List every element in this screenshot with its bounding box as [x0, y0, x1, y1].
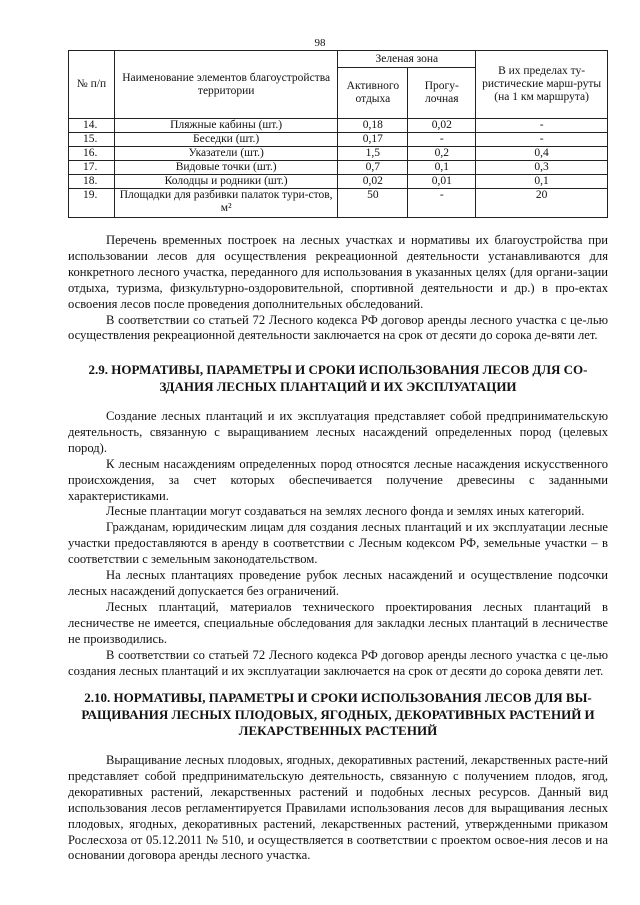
paragraph: Создание лесных плантаций и их эксплуатация представляет собой предпринимательскую деятельность, связанную с выращиванием лесных насаждений определенных пород (целевых пород).	[68, 409, 608, 455]
table-row	[69, 175, 608, 189]
row-num: 18.	[69, 175, 115, 189]
row-tourist: 0,3	[476, 161, 608, 175]
page-number: 98	[314, 37, 326, 49]
row-walking: 0,01	[408, 175, 476, 189]
row-tourist: -	[476, 119, 608, 133]
row-num: 17.	[69, 161, 115, 175]
row-num: 15.	[69, 133, 115, 147]
row-name: Колодцы и родники (шт.)	[114, 175, 337, 189]
row-active: 0,17	[338, 133, 408, 147]
header-tourist-routes: В их пределах ту-ристические марш-руты (на 1 км маршрута)	[476, 51, 608, 119]
header-green-zone: Зеленая зона	[338, 51, 476, 68]
row-tourist: 20	[476, 189, 608, 218]
row-name: Пляжные кабины (шт.)	[114, 119, 337, 133]
row-walking: -	[408, 133, 476, 147]
row-walking: 0,02	[408, 119, 476, 133]
row-num: 16.	[69, 147, 115, 161]
paragraph: Лесных плантаций, материалов технического проектирования лесных плантаций в лесничестве не имеется, специальные обследования для закладки лесных плантаций в лесничестве не производились.	[68, 599, 608, 646]
paragraph: Перечень временных построек на лесных участках и нормативы их благоустройства при использовании лесов для осуществления рекреационной деятельности устанавливаются для конкретного лесного участка, переданного для использования в указанных целях (для органи-зации отдыха, туризма, физкультурно-оздоровительной, спортивной деятельности и др.) в про-ектах освоения лесов после проведения дополнительных обследований.	[68, 233, 608, 311]
table-row	[69, 119, 608, 133]
table-row	[69, 189, 608, 218]
row-active: 0,02	[338, 175, 408, 189]
header-active-rest: Активного отдыха	[338, 68, 408, 119]
section-heading-2-10: 2.10. НОРМАТИВЫ, ПАРАМЕТРЫ И СРОКИ ИСПОЛЬЗОВАНИЯ ЛЕСОВ ДЛЯ ВЫ-РАЩИВАНИЯ ЛЕСНЫХ ПЛОДОВЫХ, ЯГОДНЫХ, ДЕКОРАТИВНЫХ РАСТЕНИЙ И ЛЕКАРСТВЕННЫХ РАСТЕНИЙ	[81, 690, 595, 738]
row-tourist: 0,1	[476, 175, 608, 189]
row-active: 0,18	[338, 119, 408, 133]
row-walking: 0,1	[408, 161, 476, 175]
row-active: 1,5	[338, 147, 408, 161]
row-num: 14.	[69, 119, 115, 133]
row-name: Беседки (шт.)	[114, 133, 337, 147]
row-name: Указатели (шт.)	[114, 147, 337, 161]
section-2-10-text	[68, 753, 608, 864]
section-2-9-text	[68, 409, 608, 679]
table-row	[69, 147, 608, 161]
row-walking: 0,2	[408, 147, 476, 161]
paragraph: К лесным насаждениям определенных пород относятся лесные насаждения искусственного происхождения, за счет которых обеспечивается получение древесины с заданными характеристиками.	[68, 456, 608, 503]
row-num: 19.	[69, 189, 115, 218]
row-active: 50	[338, 189, 408, 218]
row-name: Площадки для разбивки палаток тури-стов, м²	[114, 189, 337, 218]
paragraph: Лесные плантации могут создаваться на землях лесного фонда и землях иных категорий.	[106, 504, 585, 519]
row-active: 0,7	[338, 161, 408, 175]
header-name: Наименование элементов благоустройства территории	[114, 51, 337, 119]
header-num: № п/п	[69, 51, 115, 119]
norms-table	[68, 50, 608, 218]
intro-text	[68, 233, 608, 344]
row-name: Видовые точки (шт.)	[114, 161, 337, 175]
paragraph: В соответствии со статьей 72 Лесного кодекса РФ договор аренды лесного участка с це-лью создания лесных плантаций и их эксплуатации заключается на срок от десяти до сорока девяти лет.	[68, 647, 608, 678]
paragraph: На лесных плантациях проведение рубок лесных насаждений и осуществление подсочки лесных насаждений допускается без ограничений.	[68, 568, 608, 598]
section-heading-2-9: 2.9. НОРМАТИВЫ, ПАРАМЕТРЫ И СРОКИ ИСПОЛЬЗОВАНИЯ ЛЕСОВ ДЛЯ СО-ЗДАНИЯ ЛЕСНЫХ ПЛАНТАЦИЙ И ИХ ЭКСПЛУАТАЦИИ	[88, 362, 588, 394]
header-walking: Прогу-лочная	[408, 68, 476, 119]
table-row	[69, 161, 608, 175]
table-row	[69, 133, 608, 147]
paragraph: Выращивание лесных плодовых, ягодных, декоративных растений, лекарственных расте-ний представляет собой предпринимательскую деятельность, связанную с получением плодов, ягод, декоративных растений, лекарственных растений и подобных лесных ресурсов. Данный вид использования лесов регламентируется Правилами использования лесов для выращивания лесных плодовых, ягодных, декоративных растений, лекарственных растений, утвержденными приказом Рослесхоза от 05.12.2011 № 510, и осуществляется в соответствии с проектом освое-ния лесов и на основании договора аренды лесного участка.	[68, 753, 608, 863]
paragraph: Гражданам, юридическим лицам для создания лесных плантаций и их эксплуатации лесные участки предоставляются в аренду в соответствии с Лесным кодексом РФ, земельные участки – в соответствии с земельным законодательством.	[68, 520, 608, 567]
row-tourist: -	[476, 133, 608, 147]
paragraph: В соответствии со статьей 72 Лесного кодекса РФ договор аренды лесного участка с це-лью осуществления рекреационной деятельности заключается на срок от десяти до сорока де-вяти лет.	[68, 312, 608, 343]
row-tourist: 0,4	[476, 147, 608, 161]
row-walking: -	[408, 189, 476, 218]
